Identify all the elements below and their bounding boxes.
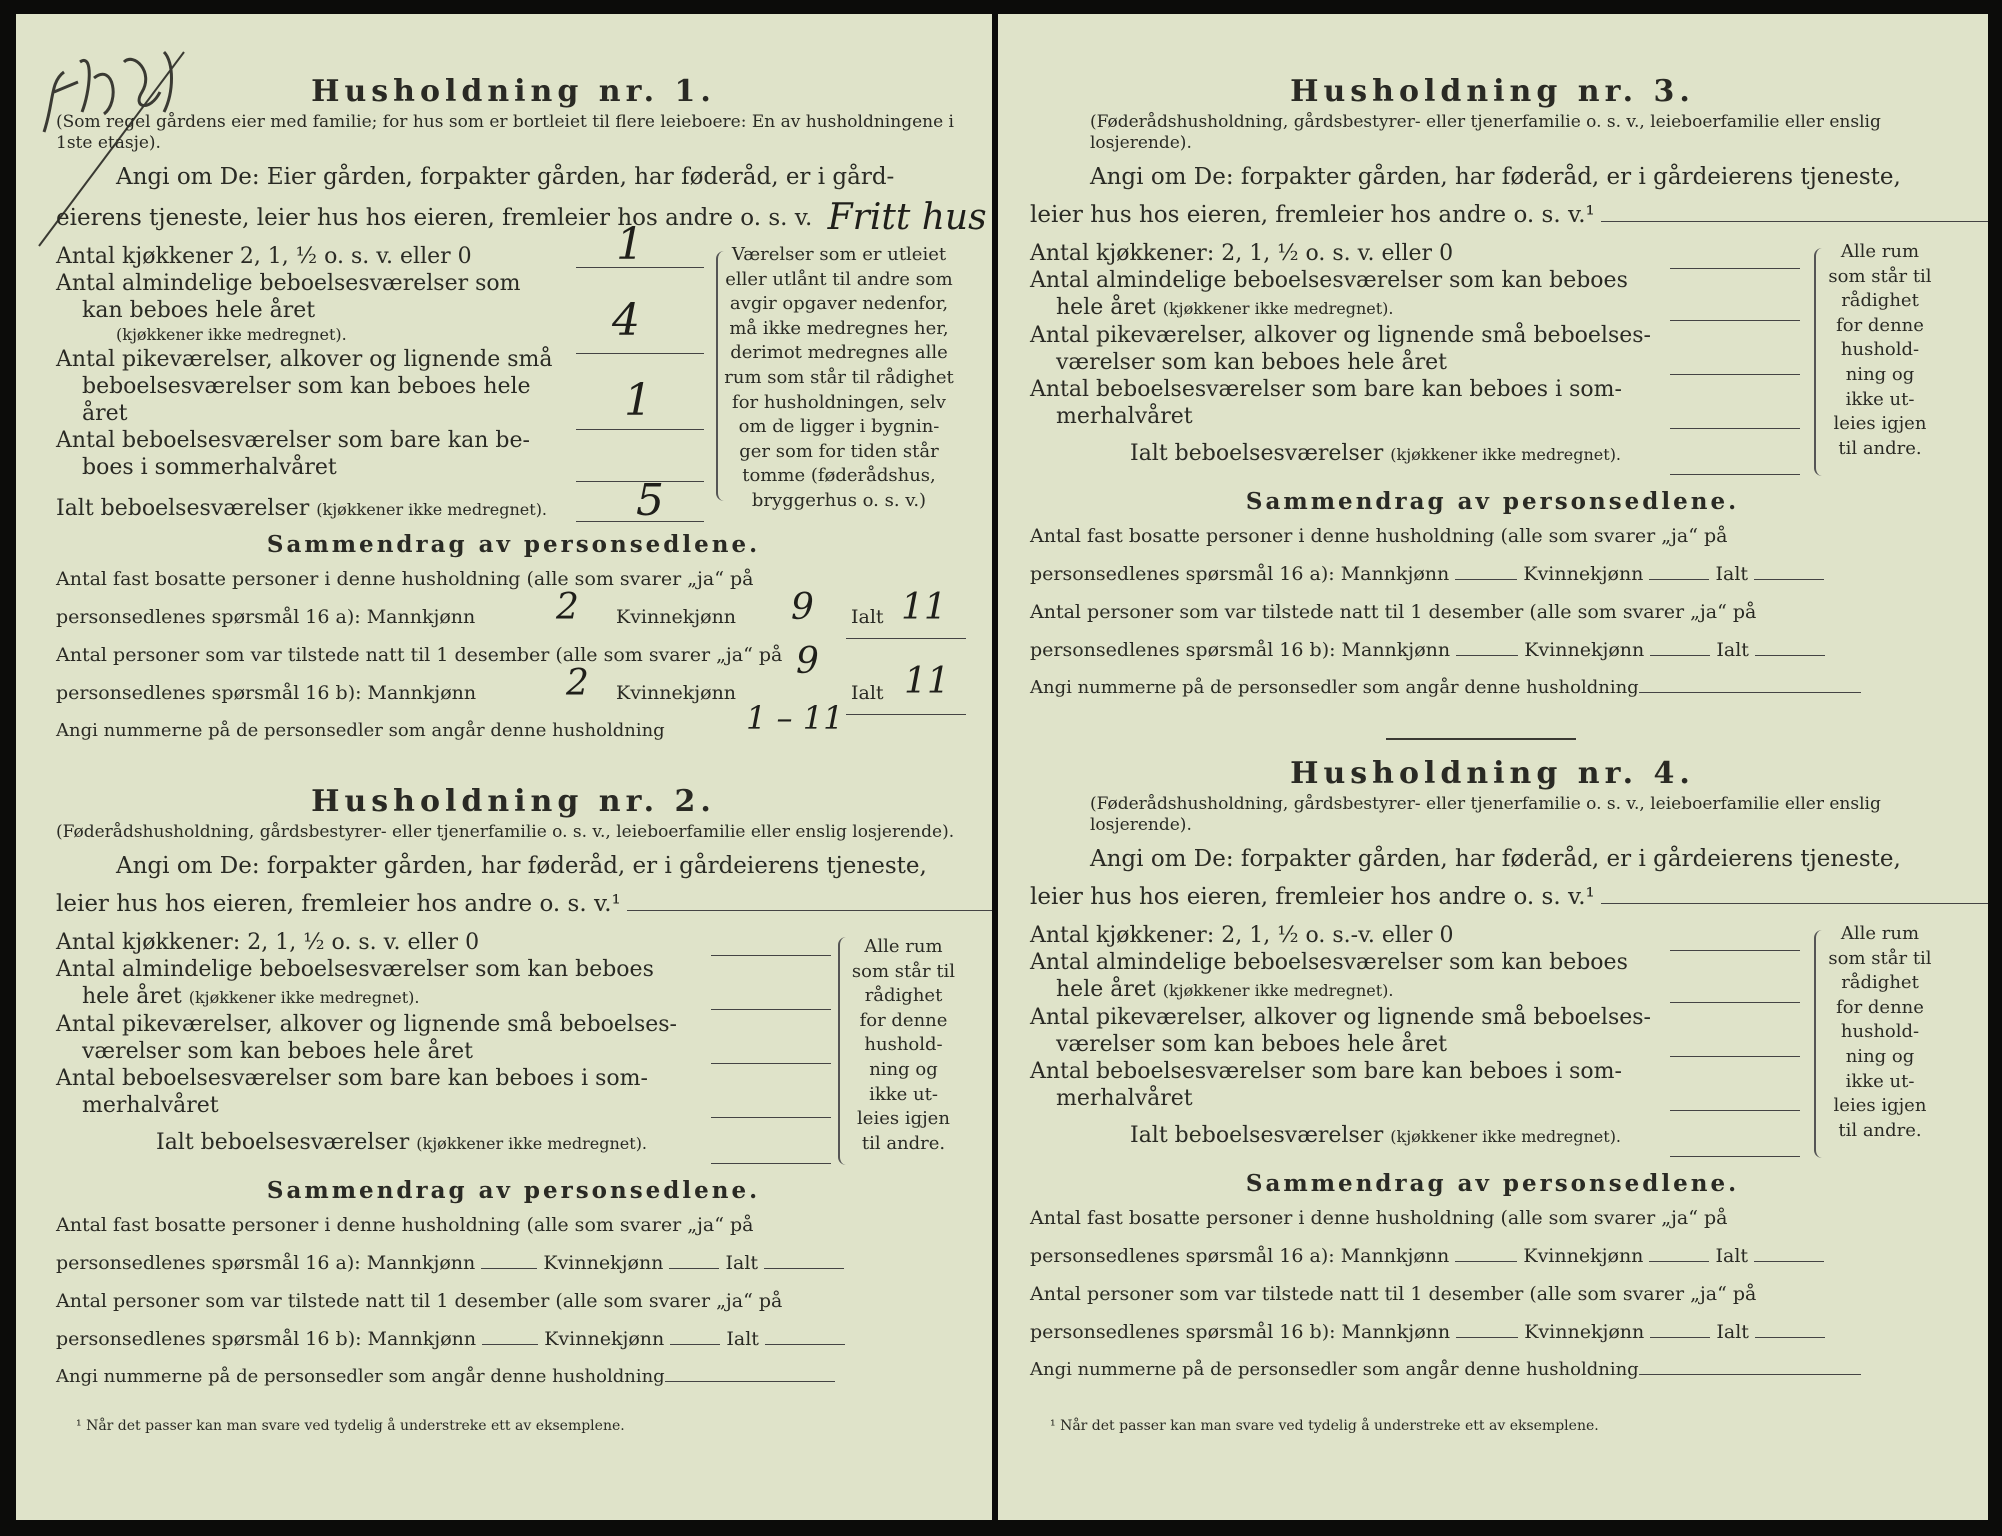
household-1-angi-line1: Angi om De: Eier gården, forpakter gården, har føderåd, er i gård- (116, 164, 895, 190)
household-3-title: Husholdning nr. 3. (1290, 74, 1695, 109)
h1-rooms-label-b: kan beboes hele året (82, 298, 316, 323)
household-1-angi-text: eierens tjeneste, leier hus hos eieren, fremleier hos andre o. s. v. (56, 205, 813, 231)
h2-side-note-line: for denne (859, 1009, 948, 1031)
household-4-rooms (1030, 922, 1955, 1162)
h3-s2b: personsedlenes spørsmål 16 b): Mannkjønn (1030, 639, 1451, 661)
household-3-rooms (1030, 240, 1955, 480)
h4-ialt1: Ialt (1715, 1245, 1749, 1267)
h3-side-note-line: som står til (1828, 265, 1932, 287)
h2-rooms-label-c: (kjøkkener ikke medregnet). (188, 988, 420, 1007)
h2-side-note-line: ikke ut- (869, 1083, 938, 1105)
right-page (998, 14, 1988, 1520)
h3-ialt1: Ialt (1715, 563, 1749, 585)
h2-m1-field[interactable] (481, 1268, 537, 1269)
h2-small-rooms-field[interactable] (711, 1063, 831, 1064)
h3-m1-field[interactable] (1455, 579, 1517, 580)
h4-total-label-text: Ialt beboelsesværelser (1130, 1123, 1384, 1148)
h3-rooms-field[interactable] (1670, 320, 1800, 321)
household-4-angi-field[interactable] (1601, 903, 1988, 904)
household-4-angi-text: leier hus hos eieren, fremleier hos andre o. s. v.¹ (1030, 884, 1595, 910)
h3-ialt2: Ialt (1716, 639, 1749, 661)
h3-k2-field[interactable] (1650, 655, 1710, 656)
h2-rooms-field[interactable] (711, 1009, 831, 1010)
household-2-angi-field[interactable] (627, 910, 992, 911)
h1-side-note-line: tomme (føderådshus, (742, 465, 936, 487)
h2-total-label-small: (kjøkkener ikke medregnet). (416, 1134, 648, 1153)
h4-s2b: personsedlenes spørsmål 16 b): Mannkjønn (1030, 1321, 1451, 1343)
h2-s2b-line (56, 1320, 971, 1358)
household-3-angi-line1: Angi om De: forpakter gården, har føderåd, er i gårdeierens tjeneste, (1090, 164, 1901, 190)
h2-s3: Angi nummerne på de personsedler som angår denne husholdning (56, 1366, 665, 1387)
h1-s2b: personsedlenes spørsmål 16 b): Mannkjønn (56, 682, 477, 704)
household-2-title: Husholdning nr. 2. (311, 784, 716, 819)
h4-total-field[interactable] (1670, 1156, 1800, 1157)
h3-side-note-line: for denne (1836, 314, 1924, 336)
h2-side-note (846, 935, 961, 1156)
h1-s2a: Antal personer som var tilstede natt til 1 desember (alle som svarer „ja“ på (56, 644, 783, 666)
h1-summer-label-a: Antal beboelsesværelser som bare kan be- (56, 428, 530, 453)
h2-summer-label-b: merhalvåret (82, 1093, 219, 1118)
h4-kitchens-field[interactable] (1670, 950, 1800, 951)
h4-ialt2: Ialt (1716, 1321, 1749, 1343)
h3-total-label (1030, 440, 1670, 468)
h1-m1-value: 2 (556, 587, 579, 628)
h1-ialt1: Ialt (851, 606, 884, 628)
h2-rooms-label-b (56, 983, 696, 1011)
h2-side-note-line: rådighet (864, 985, 943, 1007)
h4-k2-field[interactable] (1650, 1337, 1710, 1338)
h4-k1-field[interactable] (1649, 1261, 1709, 1262)
h3-k1-field[interactable] (1649, 579, 1709, 580)
h2-s2b: personsedlenes spørsmål 16 b): Mannkjønn (56, 1328, 477, 1350)
h2-kv1: Kvinnekjønn (543, 1252, 664, 1274)
h3-s3-line (1030, 669, 1955, 707)
h1-side-note-line: bryggerhus o. s. v.) (751, 489, 927, 511)
h2-k2-field[interactable] (670, 1344, 720, 1345)
household-1-angi-line2 (56, 196, 987, 238)
h4-side-note-line: rådighet (1841, 972, 1919, 994)
household-1 (56, 74, 987, 750)
h1-rooms-label-a: Antal almindelige beboelsesværelser som (56, 271, 521, 296)
h1-side-note-line: Værelser som er utleiet (731, 244, 947, 265)
h1-small-rooms-label-a: Antal pikeværelser, alkover og lignende små (56, 347, 553, 372)
h1-ialt2: Ialt (851, 682, 884, 704)
h3-kitchens-label: Antal kjøkkener: 2, 1, ½ o. s. v. eller 0 (1030, 241, 1454, 266)
h4-side-note-line: som står til (1828, 947, 1932, 969)
household-3-angi-line2 (1030, 196, 1955, 234)
h2-s2a: Antal personer som var tilstede natt til 1 desember (alle som svarer „ja“ på (56, 1290, 783, 1312)
right-footnote: ¹ Når det passer kan man svare ved tydelig å understreke ett av eksemplene. (1050, 1418, 1599, 1434)
h3-side-note-line: til andre. (1838, 437, 1922, 459)
h2-total-field[interactable] (711, 1163, 831, 1164)
h1-s1b-line (56, 587, 971, 636)
household-3-angi-text: leier hus hos eieren, fremleier hos andre o. s. v.¹ (1030, 202, 1595, 228)
h4-small-rooms-label-a: Antal pikeværelser, alkover og lignende små beboelses- (1030, 1005, 1651, 1030)
h2-summer-label-a: Antal beboelsesværelser som bare kan beboes i som- (56, 1066, 648, 1091)
h4-s3-line (1030, 1351, 1955, 1389)
household-4-angi-line2 (1030, 878, 1955, 916)
h4-total-label (1030, 1122, 1670, 1150)
h3-rooms-label-b (1030, 294, 1670, 322)
h2-kitchens-field[interactable] (711, 955, 831, 956)
h4-side-note-line: ikke ut- (1845, 1070, 1915, 1092)
h1-side-note-line: eller utlånt til andre som (725, 268, 953, 290)
h1-small-rooms-value: 1 (624, 375, 652, 426)
h3-small-rooms-label-b: værelser som kan beboes hele året (1056, 350, 1447, 375)
household-4-summary (1030, 1170, 1955, 1389)
h3-side-note-line: Alle rum (1840, 241, 1920, 262)
h4-rooms-label-b-text: hele året (1056, 977, 1156, 1002)
h4-summer-field[interactable] (1670, 1110, 1800, 1111)
h4-s1a: Antal fast bosatte personer i denne husholdning (alle som svarer „ja“ på (1030, 1207, 1728, 1229)
h3-kv1: Kvinnekjønn (1523, 563, 1644, 585)
household-1-summary (56, 531, 971, 750)
h1-total-label-small: (kjøkkener ikke medregnet). (316, 500, 548, 519)
h1-k1-value: 9 (791, 587, 814, 628)
h3-s1a: Antal fast bosatte personer i denne husholdning (alle som svarer „ja“ på (1030, 525, 1728, 547)
h3-small-rooms-label-a: Antal pikeværelser, alkover og lignende små beboelses- (1030, 323, 1651, 348)
h1-rooms-label-c: (kjøkkener ikke medregnet). (116, 325, 347, 344)
h1-rooms-field[interactable] (576, 353, 704, 354)
h4-side-note (1820, 922, 1940, 1143)
h1-s3: Angi nummerne på de personsedler som angår denne husholdning (56, 720, 665, 741)
h3-nums-field[interactable] (1639, 692, 1861, 693)
h1-side-note-line: for husholdningen, selv (732, 391, 946, 413)
h3-t2-field[interactable] (1755, 655, 1825, 656)
household-3-summary (1030, 488, 1955, 707)
h4-rooms-field[interactable] (1670, 1002, 1800, 1003)
h3-side-note-line: ikke ut- (1845, 388, 1915, 410)
h1-side-note-line: ger som for tiden står (739, 440, 939, 462)
h3-summer-field[interactable] (1670, 428, 1800, 429)
h4-total-label-small: (kjøkkener ikke medregnet). (1390, 1127, 1622, 1146)
household-2-angi-line1: Angi om De: forpakter gården, har føderåd, er i gårdeierens tjeneste, (116, 853, 927, 879)
h1-t2-value: 11 (904, 661, 950, 702)
h2-side-note-line: hushold- (864, 1034, 943, 1056)
h3-side-note-line: ning og (1845, 363, 1915, 385)
household-1-title: Husholdning nr. 1. (311, 74, 716, 109)
household-2 (56, 784, 971, 1396)
h2-s3-line (56, 1358, 971, 1396)
h4-side-note-line: for denne (1836, 996, 1924, 1018)
h4-s2b-line (1030, 1313, 1955, 1351)
h1-s1a: Antal fast bosatte personer i denne husholdning (alle som svarer „ja“ på (56, 568, 754, 590)
h3-kv2: Kvinnekjønn (1524, 639, 1645, 661)
h4-summer-label-a: Antal beboelsesværelser som bare kan beboes i som- (1030, 1059, 1622, 1084)
household-4-angi-line1: Angi om De: forpakter gården, har føderåd, er i gårdeierens tjeneste, (1090, 846, 1901, 872)
h4-t2-field[interactable] (1755, 1337, 1825, 1338)
h1-side-note-line: avgir opgaver nedenfor, (729, 293, 949, 315)
h4-summary-title: Sammendrag av personsedlene. (1245, 1170, 1740, 1197)
h4-side-note-line: leies igjen (1833, 1095, 1927, 1117)
h4-s1b: personsedlenes spørsmål 16 a): Mannkjønn (1030, 1245, 1450, 1267)
h3-s1b: personsedlenes spørsmål 16 a): Mannkjønn (1030, 563, 1450, 585)
left-page (16, 14, 992, 1520)
h2-ialt1: Ialt (725, 1252, 759, 1274)
h3-summary-title: Sammendrag av personsedlene. (1245, 488, 1740, 515)
h3-rooms-label-b-text: hele året (1056, 295, 1156, 320)
h4-summer-label-b: merhalvåret (1056, 1086, 1193, 1111)
h4-s1b-line (1030, 1237, 1955, 1275)
h4-kv1: Kvinnekjønn (1523, 1245, 1644, 1267)
h1-k2-value: 9 (796, 641, 819, 682)
h1-t1-value: 11 (901, 587, 947, 628)
h4-m2-field[interactable] (1456, 1337, 1518, 1338)
h3-s1b-line (1030, 555, 1955, 593)
h2-s1b-line (56, 1244, 971, 1282)
h1-kv2: Kvinnekjønn (616, 682, 737, 704)
h2-total-label-text: Ialt beboelsesværelser (156, 1130, 410, 1155)
h4-side-note-line: hushold- (1840, 1021, 1920, 1043)
h1-nums-value: 1 – 11 (746, 699, 844, 737)
household-4-note: (Føderådshusholdning, gårdsbestyrer- eller tjenerfamilie o. s. v., leieboerfamilie eller enslig losjerende). (1090, 794, 1881, 835)
h3-total-field[interactable] (1670, 474, 1800, 475)
h2-kitchens-label: Antal kjøkkener: 2, 1, ½ o. s. v. eller 0 (56, 930, 480, 955)
h3-s2a: Antal personer som var tilstede natt til 1 desember (alle som svarer „ja“ på (1030, 601, 1757, 623)
h1-side-note-line: må ikke medregnes her, (729, 317, 949, 339)
h1-s1b: personsedlenes spørsmål 16 a): Mannkjønn (56, 606, 476, 628)
h4-side-note-line: til andre. (1838, 1119, 1922, 1141)
h2-nums-field[interactable] (665, 1381, 835, 1382)
h2-side-note-line: leies igjen (857, 1108, 950, 1130)
h2-side-note-line: Alle rum (864, 936, 943, 957)
h2-rooms-label-a: Antal almindelige beboelsesværelser som kan beboes (56, 957, 654, 982)
h3-side-note (1820, 240, 1940, 461)
h4-small-rooms-label-b: værelser som kan beboes hele året (1056, 1032, 1447, 1057)
h2-summer-field[interactable] (711, 1117, 831, 1118)
h3-side-note-line: leies igjen (1833, 413, 1927, 435)
household-2-angi-text: leier hus hos eieren, fremleier hos andre o. s. v.¹ (56, 891, 621, 917)
h4-s3: Angi nummerne på de personsedler som angår denne husholdning (1030, 1359, 1639, 1380)
h2-s1a: Antal fast bosatte personer i denne husholdning (alle som svarer „ja“ på (56, 1214, 754, 1236)
household-4 (1030, 756, 1955, 1389)
h2-summary-title: Sammendrag av personsedlene. (266, 1177, 761, 1204)
h3-kitchens-field[interactable] (1670, 268, 1800, 269)
h3-summer-label-b: merhalvåret (1056, 404, 1193, 429)
h3-side-note-line: rådighet (1841, 290, 1919, 312)
h4-kv2: Kvinnekjønn (1524, 1321, 1645, 1343)
household-1-rooms (56, 219, 971, 526)
h1-side-note-line: derimot medregnes alle (730, 342, 948, 364)
household-2-note: (Føderådshusholdning, gårdsbestyrer- eller tjenerfamilie o. s. v., leieboerfamilie eller enslig losjerende). (56, 822, 955, 842)
h1-side-note-line: om de ligger i bygnin- (738, 416, 940, 438)
household-3-note: (Føderådshusholdning, gårdsbestyrer- eller tjenerfamilie o. s. v., leieboerfamilie eller enslig losjerende). (1090, 112, 1881, 153)
h2-m2-field[interactable] (482, 1344, 538, 1345)
h2-small-rooms-label-a: Antal pikeværelser, alkover og lignende små beboelses- (56, 1012, 677, 1037)
h2-t2-field[interactable] (765, 1344, 845, 1345)
h4-rooms-label-a: Antal almindelige beboelsesværelser som kan beboes (1030, 950, 1628, 975)
h3-m2-field[interactable] (1456, 655, 1518, 656)
h2-t1-field[interactable] (764, 1268, 844, 1269)
h1-small-rooms-field[interactable] (576, 429, 704, 430)
h4-m1-field[interactable] (1455, 1261, 1517, 1262)
h2-rooms-label-b-text: hele året (82, 984, 182, 1009)
h3-s3: Angi nummerne på de personsedler som angår denne husholdning (1030, 677, 1639, 698)
h3-rooms-label-c: (kjøkkener ikke medregnet). (1162, 299, 1394, 318)
h1-total-label-text: Ialt beboelsesværelser (56, 496, 310, 521)
household-2-rooms (56, 929, 971, 1169)
h1-total-value: 5 (636, 475, 664, 526)
h1-side-note-line: rum som står til rådighet (724, 366, 954, 388)
h2-kv2: Kvinnekjønn (544, 1328, 665, 1350)
h4-rooms-labels (1030, 922, 1670, 1150)
h1-kitchens-value: 1 (616, 219, 644, 270)
h4-side-note-line: Alle rum (1840, 923, 1920, 944)
h3-total-label-small: (kjøkkener ikke medregnet). (1390, 445, 1622, 464)
h2-total-label (56, 1129, 696, 1157)
h4-rooms-label-c: (kjøkkener ikke medregnet). (1162, 981, 1394, 1000)
h3-t1-field[interactable] (1754, 579, 1824, 580)
h1-kv1: Kvinnekjønn (616, 606, 737, 628)
h1-kitchens-label: Antal kjøkkener 2, 1, ½ o. s. v. eller 0 (56, 244, 472, 269)
household-2-angi-line2 (56, 885, 971, 923)
household-2-summary (56, 1177, 971, 1396)
h3-total-label-text: Ialt beboelsesværelser (1130, 441, 1384, 466)
h1-summer-label-b: boes i sommerhalvåret (82, 455, 337, 480)
household-4-title: Husholdning nr. 4. (1290, 756, 1695, 791)
h3-summer-label-a: Antal beboelsesværelser som bare kan beboes i som- (1030, 377, 1622, 402)
h3-rooms-labels (1030, 240, 1670, 468)
h4-kitchens-label: Antal kjøkkener: 2, 1, ½ o. s.-v. eller 0 (1030, 923, 1454, 948)
h2-ialt2: Ialt (726, 1328, 759, 1350)
h4-nums-field[interactable] (1639, 1374, 1861, 1375)
household-3 (1030, 74, 1955, 707)
h1-total-label (56, 495, 556, 523)
h4-s2a: Antal personer som var tilstede natt til 1 desember (alle som svarer „ja“ på (1030, 1283, 1757, 1305)
h4-t1-field[interactable] (1754, 1261, 1824, 1262)
h1-s3-line (56, 699, 971, 750)
h3-rooms-label-a: Antal almindelige beboelsesværelser som kan beboes (1030, 268, 1628, 293)
section-divider (1386, 738, 1576, 740)
h2-side-note-line: som står til (851, 960, 956, 982)
household-1-angi-answer[interactable]: Fritt hus (827, 197, 987, 238)
h1-rooms-value: 4 (612, 295, 640, 346)
h2-k1-field[interactable] (669, 1268, 719, 1269)
h2-s1b: personsedlenes spørsmål 16 a): Mannkjønn (56, 1252, 476, 1274)
h2-small-rooms-label-b: værelser som kan beboes hele året (82, 1039, 473, 1064)
h4-side-note-line: ning og (1845, 1045, 1915, 1067)
h2-side-note-line: til andre. (861, 1132, 946, 1154)
h2-rooms-labels (56, 929, 696, 1157)
h4-small-rooms-field[interactable] (1670, 1056, 1800, 1057)
h1-m2-value: 2 (566, 663, 589, 704)
h2-side-note-line: ning og (869, 1058, 938, 1080)
h1-side-note (724, 243, 954, 514)
left-footnote: ¹ Når det passer kan man svare ved tydelig å understreke ett av eksemplene. (76, 1418, 625, 1434)
h3-small-rooms-field[interactable] (1670, 374, 1800, 375)
h1-summary-title: Sammendrag av personsedlene. (266, 531, 761, 558)
h1-rooms-labels (56, 243, 556, 523)
h4-rooms-label-b (1030, 976, 1670, 1004)
household-1-note: (Som regel gårdens eier med familie; for hus som er bortleiet til flere leieboere: En av husholdningene i 1ste etasje). (56, 112, 954, 153)
h3-s2b-line (1030, 631, 1955, 669)
household-3-angi-field[interactable] (1601, 221, 1988, 222)
h1-small-rooms-label-b: beboelsesværelser som kan beboes hele året (82, 374, 531, 426)
h3-side-note-line: hushold- (1840, 339, 1920, 361)
